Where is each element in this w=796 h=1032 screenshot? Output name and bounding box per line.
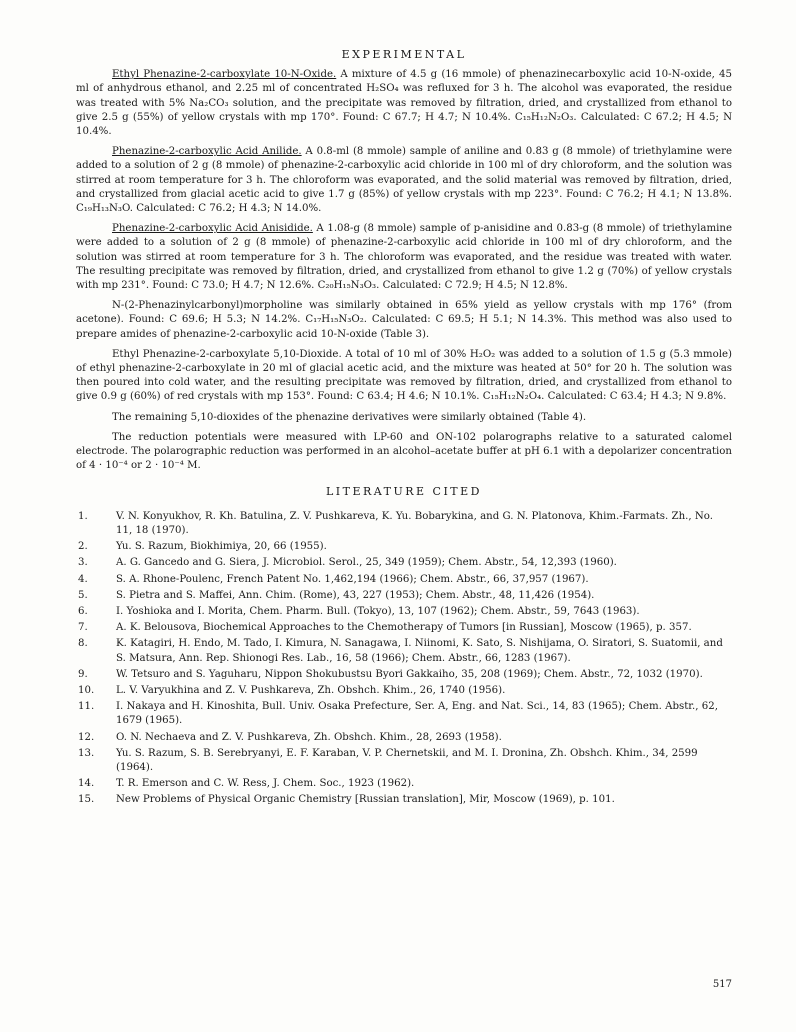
reference-item: 14. T. R. Emerson and C. W. Ress, J. Chem. Soc., 1923 (1962). — [78, 778, 415, 790]
reference-item: 7. A. K. Belousova, Biochemical Approaches to the Chemotherapy of Tumors [in Russian], Moscow (1965), p. 357. — [78, 622, 692, 634]
paragraph-morpholine: N-(2-Phenazinylcarbonyl)morpholine was similarly obtained in 65% yield as yellow crystals with mp 176° (from acetone). Found: C 69.6; H 5.3; N 14.2%. C₁₇H₁₅N₃O₂. Calculated: C 69.5; H 5.1; N 14.3%. This method was also used to prepare amides of phenazine-2-carboxylic acid 10-N-oxide (Table 3). — [76, 300, 732, 340]
paragraph-anisidide — [76, 222, 732, 293]
reference-item: 15. New Problems of Physical Organic Chemistry [Russian translation], Mir, Moscow (1969), p. 101. — [78, 794, 615, 806]
paragraph-body: A 1.08-g (8 mmole) sample of p-anisidine and 0.83-g (8 mmole) of triethylamine were added to a solution of 2 g (8 mmole) of phenazine-2-carboxylic acid chloride in 100 ml of dry chloroform, and the solution was stirred at room temperature for 3 h. The chloroform was evaporated, and the residue was treated with water. The resulting precipitate was removed by filtration, dried, and crystallized from ethanol to give 1.2 g (70%) of yellow crystals with mp 231°. Found: C 73.0; H 4.7; N 12.6%. C₂₀H₁₅N₃O₃. Calculated: C 72.9; H 4.5; N 12.8%. — [76, 223, 732, 292]
paragraph-body: A mixture of 4.5 g (16 mmole) of phenazinecarboxylic acid 10-N-oxide, 45 ml of anhydrous ethanol, and 2.25 ml of concentrated H₂SO₄ was refluxed for 3 h. The alcohol was evaporated, the residue was treated with 5% Na₂CO₃ solution, and the precipitate was removed by filtration, dried, and crystallized from ethanol to give 2.5 g (55%) of yellow crystals with mp 170°. Found: C 67.7; H 4.7; N 10.4%. C₁₅H₁₂N₂O₃. Calculated: C 67.2; H 4.5; N 10.4%. — [76, 69, 732, 138]
paragraph-body: A 0.8-ml (8 mmole) sample of aniline and 0.83 g (8 mmole) of triethylamine were added to a solution of 2 g (8 mmole) of phenazine-2-carboxylic acid chloride in 100 ml of dry chloroform, and the solution was stirred at room temperature for 3 h. The chloroform was evaporated, and the solid material was removed by filtration, dried, and crystallized from glacial acetic acid to give 1.7 g (85%) of yellow crystals with mp 223°. Found: C 76.2; H 4.1; N 13.8%. C₁₉H₁₃N₃O. Calculated: C 76.2; H 4.3; N 14.0%. — [76, 146, 732, 215]
paragraph-reduction-potentials: The reduction potentials were measured with LP-60 and ON-102 polarographs relative to a saturated calomel electrode. The polarographic reduction was performed in an alcohol–acetate buffer at pH 6.1 with a depolarizer concentration of 4 · 10⁻⁴ or 2 · 10⁻⁴ M. — [76, 431, 732, 472]
reference-list — [76, 510, 732, 808]
paragraph-title: Phenazine-2-carboxylic Acid Anisidide. — [112, 223, 313, 235]
paragraph-title: Phenazine-2-carboxylic Acid Anilide. — [112, 146, 302, 158]
reference-item: 10. L. V. Varyukhina and Z. V. Pushkareva, Zh. Obshch. Khim., 26, 1740 (1956). — [78, 684, 506, 696]
paragraph-ethyl-ester — [76, 68, 732, 139]
paragraph-dioxide: Ethyl Phenazine-2-carboxylate 5,10-Dioxide. A total of 10 ml of 30% H₂O₂ was added to a solution of 1.5 g (5.3 mmole) of ethyl phenazine-2-carboxylate in 20 ml of glacial acetic acid, and the mixture was heated at 50° for 20 h. The solution was then poured into cold water, and the resulting precipitate was removed by filtration, dried, and crystallized from ethanol to give 0.9 g (60%) of red crystals with mp 153°. Found: C 63.4; H 4.6; N 10.1%. C₁₅H₁₂N₂O₄. Calculated: C 63.4; H 4.3; N 9.8%. — [76, 348, 732, 403]
reference-item: 11. I. Nakaya and H. Kinoshita, Bull. Univ. Osaka Prefecture, Ser. A, Eng. and Nat. Sci., 14, 83 (1965); Chem. Abstr., 62, 1679 (1965). — [78, 701, 718, 727]
paragraph-title: Ethyl Phenazine-2-carboxylate 10-N-Oxide. — [112, 69, 337, 81]
section-heading-experimental: EXPERIMENTAL — [341, 48, 467, 61]
reference-item: 9. W. Tetsuro and S. Yaguharu, Nippon Shokubustsu Byori Gakkaiho, 35, 208 (1969); Chem. Abstr., 72, 1032 (1970). — [78, 668, 703, 680]
paragraph-anilide — [76, 145, 732, 216]
reference-item: 8. K. Katagiri, H. Endo, M. Tado, I. Kimura, N. Sanagawa, I. Niinomi, K. Sato, S. Nishijama, O. Siratori, S. Suatomii, and S. Matsura, Ann. Rep. Shionogi Res. Lab., 16, 58 (1966); Chem. Abstr., 66, 1283 (1967). — [78, 638, 723, 664]
reference-item: 4. S. A. Rhone-Poulenc, French Patent No. 1,462,194 (1966); Chem. Abstr., 66, 37,957 (1967). — [78, 573, 589, 585]
reference-item: 3. A. G. Gancedo and G. Siera, J. Microbiol. Serol., 25, 349 (1959); Chem. Abstr., 54, 12,393 (1960). — [78, 557, 617, 569]
paragraph-remaining-dioxides: The remaining 5,10-dioxides of the phenazine derivatives were similarly obtained (Table 4). — [112, 411, 587, 423]
page-number: 517 — [712, 979, 732, 990]
reference-item: 12. O. N. Nechaeva and Z. V. Pushkareva, Zh. Obshch. Khim., 28, 2693 (1958). — [78, 731, 502, 743]
reference-item: 1. V. N. Konyukhov, R. Kh. Batulina, Z. V. Pushkareva, K. Yu. Bobarykina, and G. N. Platonova, Khim.-Farmats. Zh., No. 11, 18 (1970). — [78, 510, 713, 536]
section-heading-literature: LITERATURE CITED — [325, 485, 482, 499]
reference-item: 6. I. Yoshioka and I. Morita, Chem. Pharm. Bull. (Tokyo), 13, 107 (1962); Chem. Abstr., 59, 7643 (1963). — [78, 605, 640, 617]
reference-item: 13. Yu. S. Razum, S. B. Serebryanyi, E. F. Karaban, V. P. Chernetskii, and M. I. Dronina, Zh. Obshch. Khim., 34, 2599 (1964). — [78, 747, 698, 773]
reference-item: 2. Yu. S. Razum, Biokhimiya, 20, 66 (1955). — [78, 541, 327, 553]
reference-item: 5. S. Pietra and S. Maffei, Ann. Chim. (Rome), 43, 227 (1953); Chem. Abstr., 48, 11,426 (1954). — [78, 589, 595, 601]
